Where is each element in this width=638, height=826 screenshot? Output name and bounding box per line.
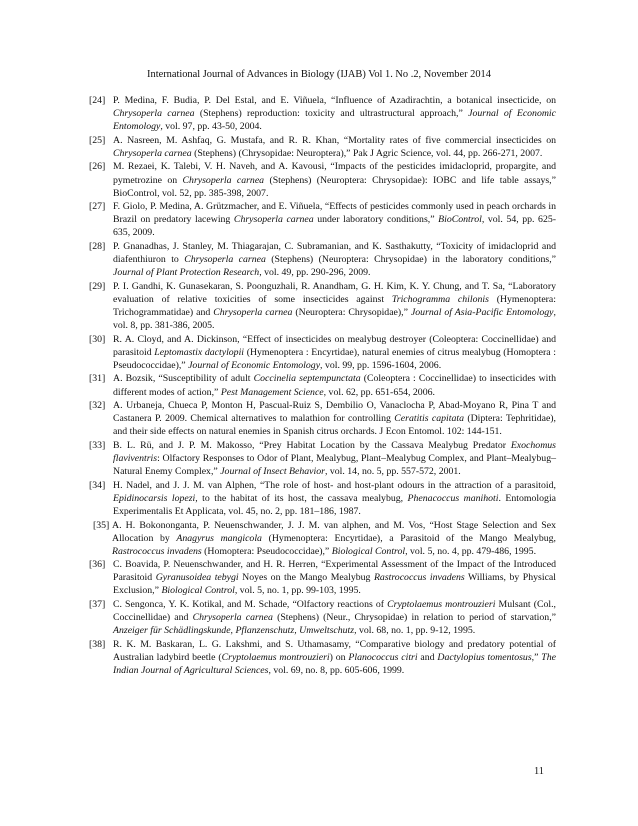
reference-italic-text: The Indian Journal of Agricultural Sciences [113, 651, 556, 677]
reference-number: [27] [89, 201, 106, 213]
reference-italic-text: Chrysoperla carnea [113, 108, 195, 120]
reference-italic-text: Chrysoperla carnea [113, 147, 192, 159]
reference-text: , vol. 5, no. 4, pp. 479-486, 1995. [405, 545, 537, 557]
reference-text: ,” [531, 651, 542, 663]
reference-italic-text: BioControl, [438, 214, 485, 226]
reference-entry [72, 94, 556, 133]
page-number: 11 [533, 766, 544, 777]
reference-italic-text: Chrysoperla carnea [213, 307, 293, 318]
reference-text: P. Medina, F. Budia, P. Del Estal, and E. Viñuela, “Influence of Azadirachtin, a botanical insecticide, on [113, 95, 556, 106]
reference-entry [72, 558, 556, 597]
reference-text: P. I. Gandhi, K. Gunasekaran, S. Poonguzhali, R. Anandham, G. H. Kim, K. Y. Chung, and T. Sa, “Laboratory evaluation of relative toxicities of some insecticides against [113, 280, 556, 305]
reference-entry [72, 240, 556, 279]
reference-number: [29] [89, 280, 106, 292]
reference-text: F. Giolo, P. Medina, A. Grützmacher, and E. Viñuela, “Effects of pesticides commonly used in peach orchards in Brazil on predatory lacewing [113, 201, 556, 226]
reference-italic-text: Gyranusoidea tebygi [155, 572, 239, 584]
reference-italic-text: Rastrococcus invadens [373, 572, 465, 584]
reference-text: H. Nadel, and J. J. M. van Alphen, “The role of host- and host-plant odours in the attraction of a parasitoid, [113, 479, 556, 491]
reference-italic-text: Exochomus flaviventris [113, 439, 556, 465]
reference-italic-text: Chrysoperla carnea [192, 612, 273, 624]
reference-text: (Hymenoptera: Trichogrammatidae) and [113, 293, 556, 318]
reference-number: [25] [89, 134, 106, 146]
reference-entry [72, 439, 556, 478]
reference-text: Noyes on the Mango Mealybug [238, 572, 374, 584]
reference-entry [72, 519, 556, 558]
reference-number: [34] [89, 479, 106, 491]
reference-number: [26] [89, 161, 106, 173]
reference-entry [72, 598, 556, 637]
reference-text: , vol. 14, no. 5, pp. 557-572, 2001. [324, 466, 461, 478]
reference-italic-text: Ceratitis capitata [394, 413, 464, 425]
reference-italic-text: Dactylopius tomentosus [437, 651, 532, 663]
reference-text: , vol. 5, no. 1, pp. 99-103, 1995. [234, 585, 361, 597]
reference-number: [24] [89, 95, 106, 106]
reference-text: : Olfactory Responses to Odor of Plant, Mealybug, Plant–Mealybug Complex, and Plant–Mealybug–Natural Enemy Complex,” [113, 453, 556, 478]
reference-entry [72, 399, 556, 438]
reference-entry [72, 134, 556, 160]
running-header: International Journal of Advances in Biology (IJAB) Vol 1. No .2, November 2014 [147, 69, 491, 80]
reference-entry [72, 638, 556, 677]
reference-entry [72, 333, 556, 372]
reference-italic-text: Biological Control [331, 545, 406, 557]
reference-number: [35] [93, 519, 110, 531]
reference-number: [28] [89, 241, 106, 253]
reference-text: , vol. 97, pp. 43-50, 2004. [160, 121, 262, 133]
reference-italic-text: Planococcus citri [348, 651, 418, 663]
reference-entry [72, 372, 556, 398]
reference-number: [31] [89, 373, 106, 385]
reference-text: (Stephens) (Chrysopidae: Neuroptera),” Pak J Agric Science, vol. 44, pp. 266-271, 2007. [191, 147, 543, 159]
reference-italic-text: Phenacoccus manihoti [407, 492, 499, 504]
reference-entry [72, 160, 556, 199]
reference-text: , vol. 49, pp. 290-296, 2009. [259, 267, 371, 279]
reference-entry [72, 479, 556, 518]
reference-text: A. H. Bokononganta, P. Neuenschwander, J. J. M. van alphen, and M. Vos, “Host Stage Selection and Sex Allocation by [112, 519, 556, 544]
reference-text: (Stephens) (Neuroptera: Chrysopidae) in the laboratory conditions,” [265, 254, 557, 266]
reference-text: C. Boavida, P. Neuenschwander, and H. R. Herren, “Experimental Assessment of the Impact of the Introduced Parasitoid [113, 559, 556, 584]
reference-italic-text: Anzeiger für Schädlingskunde, Pflanzenschutz, Umweltschutz, [113, 625, 357, 637]
reference-italic-text: Chrysoperla carnea [233, 214, 314, 226]
reference-number: [33] [89, 439, 106, 451]
reference-text: , vol. 62, pp. 651-654, 2006. [323, 386, 435, 398]
reference-italic-text: Anagyrus mangicola [176, 532, 262, 544]
reference-text: (Neuroptera: Chrysopidae),” [292, 307, 411, 318]
reference-number: [36] [89, 559, 106, 571]
reference-italic-text: Coccinelia septempunctata [253, 373, 361, 385]
reference-text: (Hymenoptera : Encyrtidae), natural enemies of citrus mealybug (Homoptera : Pseudococcidae),” [113, 346, 556, 371]
reference-text: (Homoptera: Pseudococcidae),” [201, 545, 332, 557]
reference-italic-text: Cryptolaemus montrouzieri [221, 651, 330, 663]
reference-text: Mulsant (Col., Coccinellidae) and [113, 599, 557, 624]
reference-italic-text: Rastrococcus invadens [112, 545, 202, 557]
reference-italic-text: Cryptolaemus montrouzieri [387, 599, 496, 611]
reference-number: [37] [89, 599, 106, 611]
reference-italic-text: Journal of Plant Protection Research [113, 267, 260, 279]
reference-text: (Hymenoptera: Encyrtidae), a Parasitoid of the Mango Mealybug, [261, 532, 556, 544]
reference-text: Williams, by Physical Exclusion,” [113, 572, 556, 597]
reference-text: C. Sengonca, Y. K. Kotikal, and M. Schade, “Olfactory reactions of [113, 599, 388, 611]
reference-text: A. Bozsik, “Susceptibility of adult [113, 373, 254, 385]
reference-italic-text: Journal of Insect Behavior [220, 466, 325, 478]
reference-text: ) on [329, 651, 349, 663]
reference-italic-text: Epidinocarsis lopezi [113, 492, 196, 504]
reference-text: B. L. Rü, and J. P. M. Makosso, “Prey Habitat Location by the Cassava Mealybug Predator [113, 439, 511, 451]
reference-text: , vol. 99, pp. 1596-1604, 2006. [320, 359, 442, 371]
reference-text: , vol. 69, no. 8, pp. 605-606, 1999. [268, 665, 405, 677]
reference-text: , vol. 8, pp. 381-386, 2005. [113, 307, 556, 332]
reference-text: M. Rezaei, K. Talebi, V. H. Naveh, and A. Kavousi, “Impacts of the pesticides imidacloprid, propargite, and pymetrozine on [113, 161, 556, 186]
reference-text: (Stephens) reproduction: toxicity and ultrastructural approach,” [194, 108, 469, 120]
reference-number: [30] [89, 333, 106, 345]
reference-number: [38] [89, 638, 106, 650]
reference-italic-text: Pest Management Science [220, 386, 324, 398]
reference-text: A. Nasreen, M. Ashfaq, G. Mustafa, and R. R. Khan, “Mortality rates of five commercial insecticides on [113, 134, 556, 146]
reference-text: . Entomologia Experimentalis Et Applicata, vol. 45, no. 2, pp. 181–186, 1987. [113, 492, 557, 517]
reference-entry [72, 280, 556, 332]
reference-text: P. Gnanadhas, J. Stanley, M. Thiagarajan, C. Subramanian, and K. Sasthakutty, “Toxicity of imidacloprid and diafenthiuron to [113, 241, 556, 266]
reference-italic-text: Chrysoperla carnea [184, 254, 266, 266]
reference-italic-text: Biological Control [161, 585, 235, 597]
reference-text: (Stephens) (Neuroptera: Chrysopidae): IOBC and life table assays,” BioControl, vol. 52, pp. 385-398, 2007. [113, 174, 556, 199]
reference-italic-text: Journal of Asia-Pacific Entomology [410, 307, 554, 318]
reference-italic-text: Chrysoperla carnea [182, 174, 265, 186]
reference-text: vol. 68, no. 1, pp. 9-12, 1995. [356, 625, 476, 637]
reference-number: [32] [89, 400, 106, 412]
reference-entry [72, 200, 556, 239]
reference-italic-text: Journal of Economic Entomology [113, 108, 557, 133]
reference-list [72, 94, 556, 678]
reference-text: R. K. M. Baskaran, L. G. Lakshmi, and S. Uthamasamy, “Comparative biology and predatory potential of Australian ladybird beetle ( [113, 638, 556, 663]
reference-text: R. A. Cloyd, and A. Dickinson, “Effect of insecticides on mealybug destroyer (Coleoptera: Coccinellidae) and parasitoid [113, 333, 556, 358]
reference-italic-text: Trichogramma chilonis [391, 293, 489, 305]
reference-text: under laboratory conditions,” [313, 214, 439, 226]
reference-text: vol. 54, pp. 625-635, 2009. [113, 214, 556, 239]
reference-text: A. Urbaneja, Chueca P, Monton H, Pascual-Ruiz S, Dembilio O, Vanaclocha P, Abad-Moyano R, Pina T and Castanera P. 2009. Chemical alternatives to malathion for controlling [113, 400, 556, 425]
reference-text: (Coleoptera : Coccinellidae) to insecticides with different modes of action,” [113, 373, 556, 398]
reference-text: and [417, 651, 438, 663]
reference-text: , to the habitat of its host, the cassava mealybug, [195, 492, 408, 504]
reference-text: (Stephens) (Neur., Chrysopidae) in relation to period of starvation,” [272, 612, 557, 624]
reference-italic-text: Leptomastix dactylopii [154, 346, 245, 358]
reference-text: (Diptera: Tephritidae), and their side effects on natural enemies in Spanish citrus orchards. J Econ Entomol. 102: 144-151. [113, 413, 557, 438]
reference-italic-text: Journal of Economic Entomology [188, 359, 321, 371]
